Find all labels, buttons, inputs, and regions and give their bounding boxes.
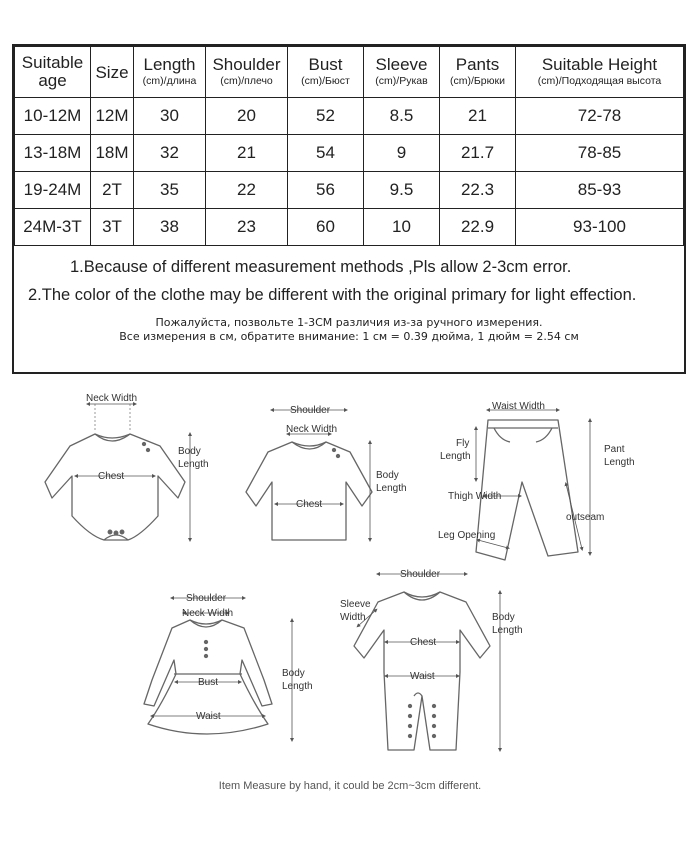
cell-length: 30 <box>134 98 206 135</box>
header-bust: Bust (cm)/Бюст <box>288 47 364 98</box>
label-pant: Pant <box>604 444 625 455</box>
header-pants: Pants (cm)/Брюки <box>440 47 516 98</box>
table-row <box>15 98 684 135</box>
cell-shoulder: 21 <box>206 135 288 172</box>
label-body: Body <box>282 668 305 679</box>
table-row <box>15 172 684 209</box>
cell-shoulder: 23 <box>206 209 288 246</box>
table-row <box>15 135 684 172</box>
cell-pants: 22.9 <box>440 209 516 246</box>
label-shoulder: Shoulder <box>400 569 441 580</box>
cell-bust: 60 <box>288 209 364 246</box>
note-russian <box>14 316 684 344</box>
cell-age: 24M-3T <box>15 209 91 246</box>
cell-size: 2T <box>91 172 134 209</box>
label-chest: Chest <box>410 637 437 648</box>
cell-height: 93-100 <box>516 209 684 246</box>
label-length: Length <box>282 681 313 692</box>
label-neck-width: Neck Width <box>286 424 338 435</box>
header-length: Length (cm)/длина <box>134 47 206 98</box>
cell-height: 85-93 <box>516 172 684 209</box>
label-waist-width: Waist Width <box>492 401 545 412</box>
label-neck-width: Neck Width <box>182 608 234 619</box>
cell-shoulder: 22 <box>206 172 288 209</box>
label-length: Length <box>376 483 407 494</box>
cell-bust: 54 <box>288 135 364 172</box>
label-shoulder: Shoulder <box>186 593 227 604</box>
header-age: Suitable age <box>15 47 91 98</box>
cell-pants: 21 <box>440 98 516 135</box>
label-length: Length <box>178 459 209 470</box>
label-body: Body <box>178 446 201 457</box>
note-russian-line1: Пожалуйста, позвольте 1-3СМ различия из-за ручного измерения. <box>155 316 543 329</box>
label-sleeve-width: Width <box>340 612 366 623</box>
cell-height: 78-85 <box>516 135 684 172</box>
cell-sleeve: 10 <box>364 209 440 246</box>
note-measurement-error: 1.Because of different measurement methods ,Pls allow 2-3cm error. <box>70 258 572 276</box>
cell-length: 38 <box>134 209 206 246</box>
cell-bust: 52 <box>288 98 364 135</box>
label-waist: Waist <box>196 711 221 722</box>
label-thigh-width: Thigh Width <box>448 491 502 502</box>
table-row <box>15 209 684 246</box>
label-chest: Chest <box>98 471 125 482</box>
header-sleeve: Sleeve (cm)/Рукав <box>364 47 440 98</box>
cell-age: 10-12M <box>15 98 91 135</box>
label-waist: Waist <box>410 671 435 682</box>
header-size: Size <box>91 47 134 98</box>
cell-age: 19-24M <box>15 172 91 209</box>
label-pant-length: Length <box>604 457 635 468</box>
label-body: Body <box>376 470 399 481</box>
note-russian-line2: Все измерения в см, обратите внимание: 1 см = 0.39 дюйма, 1 дюйм = 2.54 см <box>119 330 579 343</box>
label-chest: Chest <box>296 499 323 510</box>
romper-diagram <box>354 574 500 750</box>
cell-bust: 56 <box>288 172 364 209</box>
cell-pants: 21.7 <box>440 135 516 172</box>
measurement-diagrams <box>0 384 700 814</box>
cell-pants: 22.3 <box>440 172 516 209</box>
label-length: Length <box>492 625 523 636</box>
cell-height: 72-78 <box>516 98 684 135</box>
label-neck-width: Neck Width <box>86 393 138 404</box>
note-color-difference: 2.The color of the clothe may be different with the original primary for light effection. <box>28 286 637 304</box>
size-chart <box>12 44 686 374</box>
label-leg-opening: Leg Opening <box>438 530 496 541</box>
label-body: Body <box>492 612 515 623</box>
cell-age: 13-18M <box>15 135 91 172</box>
label-fly: Fly <box>456 438 470 449</box>
size-table <box>14 46 684 246</box>
cell-length: 32 <box>134 135 206 172</box>
table-header-row <box>15 47 684 98</box>
cell-size: 12M <box>91 98 134 135</box>
measure-caption: Item Measure by hand, it could be 2cm~3cm different. <box>218 780 482 792</box>
label-bust: Bust <box>198 677 219 688</box>
label-outseam: outseam <box>566 512 605 523</box>
header-height: Suitable Height (cm)/Подходящая высота <box>516 47 684 98</box>
cell-sleeve: 9.5 <box>364 172 440 209</box>
cell-shoulder: 20 <box>206 98 288 135</box>
label-sleeve: Sleeve <box>340 599 371 610</box>
label-fly-length: Length <box>440 451 471 462</box>
cell-size: 18M <box>91 135 134 172</box>
header-shoulder: Shoulder (cm)/плечо <box>206 47 288 98</box>
cell-length: 35 <box>134 172 206 209</box>
label-shoulder: Shoulder <box>290 405 331 416</box>
cell-size: 3T <box>91 209 134 246</box>
cell-sleeve: 8.5 <box>364 98 440 135</box>
cell-sleeve: 9 <box>364 135 440 172</box>
